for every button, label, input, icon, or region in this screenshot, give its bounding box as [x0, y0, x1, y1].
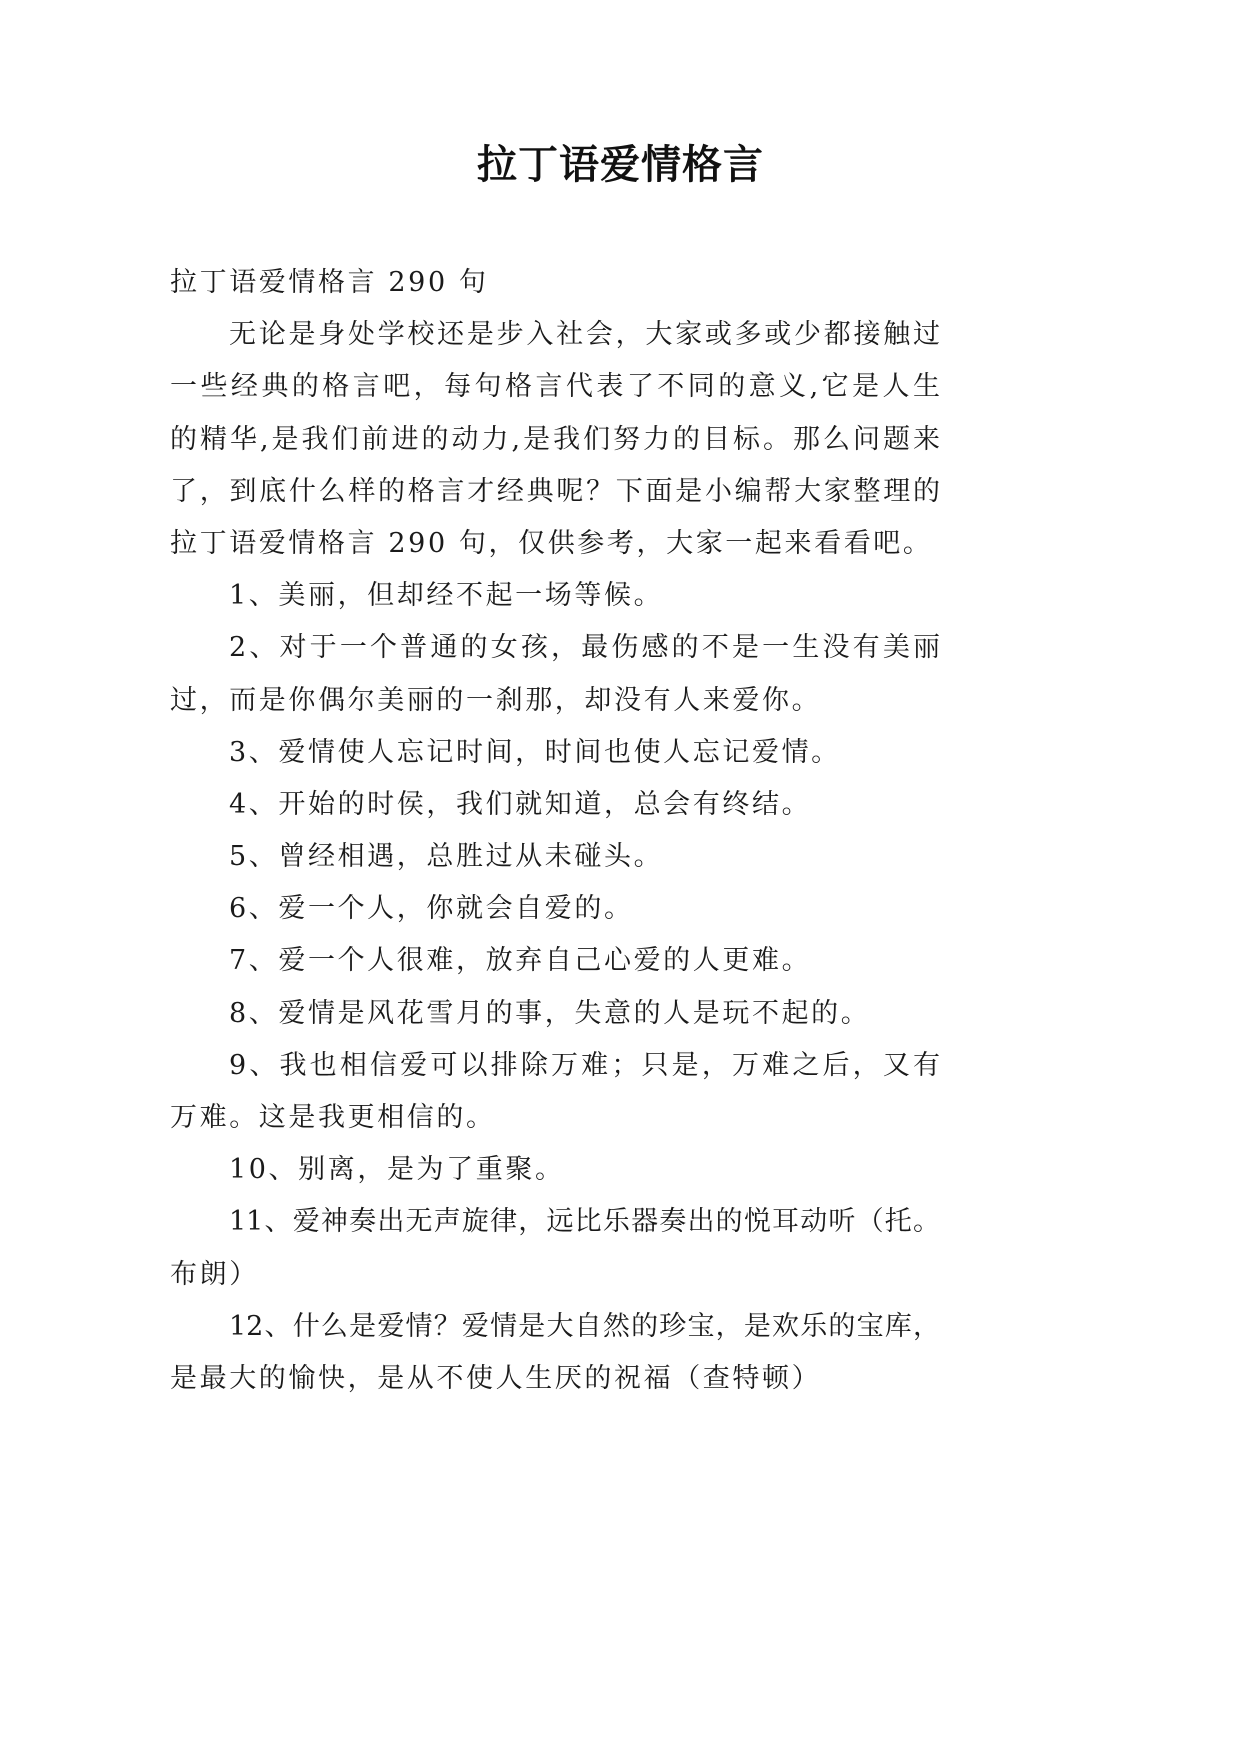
text-line: 拉丁语爱情格言 290 句，仅供参考，大家一起来看看吧。 — [170, 527, 933, 559]
quote-item-10 — [170, 1144, 940, 1196]
text-line: 的精华,是我们前进的动力,是我们努力的目标。那么问题来 — [170, 423, 940, 455]
text-line: 布朗） — [170, 1258, 259, 1290]
quote-item-1 — [170, 570, 940, 622]
text-line: 过，而是你偶尔美丽的一刹那，却没有人来爱你。 — [170, 684, 822, 716]
text-line: 了，到底什么样的格言才经典呢？下面是小编帮大家整理的 — [170, 475, 940, 507]
quote-item-3 — [170, 727, 940, 779]
quote-item-9 — [170, 1040, 940, 1144]
text-line: 8、爱情是风花雪月的事，失意的人是玩不起的。 — [229, 997, 871, 1029]
text-line: 一些经典的格言吧，每句格言代表了不同的意义,它是人生 — [170, 371, 940, 403]
text-line: 万难。这是我更相信的。 — [170, 1102, 496, 1133]
paragraph-intro — [170, 309, 940, 570]
quote-item-2 — [170, 622, 940, 726]
text-line: 2、对于一个普通的女孩，最伤感的不是一生没有美丽 — [229, 632, 940, 664]
document-title: 拉丁语爱情格言 — [477, 141, 764, 188]
text-line: 6、爱一个人，你就会自爱的。 — [229, 893, 634, 925]
intro-heading: 拉丁语爱情格言 290 句 — [170, 267, 489, 298]
text-line: 无论是身处学校还是步入社会，大家或多或少都接触过 — [229, 319, 940, 351]
text-line: 9、我也相信爱可以排除万难；只是，万难之后，又有 — [229, 1049, 940, 1081]
text-line: 4、开始的时侯，我们就知道，总会有终结。 — [229, 788, 812, 820]
text-line: 3、爱情使人忘记时间，时间也使人忘记爱情。 — [229, 736, 841, 768]
quote-item-12 — [170, 1301, 940, 1405]
text-line: 1、美丽，但却经不起一场等候。 — [229, 580, 664, 612]
text-line: 是最大的愉快，是从不使人生厌的祝福（查特顿） — [170, 1362, 822, 1394]
text-line: 5、曾经相遇，总胜过从未碰头。 — [229, 841, 664, 873]
quote-item-11 — [170, 1196, 940, 1300]
quote-item-4 — [170, 779, 940, 831]
quote-item-5 — [170, 831, 940, 883]
quote-item-6 — [170, 883, 940, 935]
text-line: 12、什么是爱情？爱情是大自然的珍宝，是欢乐的宝库， — [229, 1310, 940, 1342]
text-line: 7、爱一个人很难，放弃自己心爱的人更难。 — [229, 945, 812, 977]
quote-item-8 — [170, 988, 940, 1040]
quote-item-7 — [170, 935, 940, 987]
text-line: 10、别离，是为了重聚。 — [229, 1154, 565, 1186]
document-body — [170, 257, 940, 1405]
text-line: 11、爱神奏出无声旋律，远比乐器奏出的悦耳动听（托。 — [229, 1206, 940, 1238]
